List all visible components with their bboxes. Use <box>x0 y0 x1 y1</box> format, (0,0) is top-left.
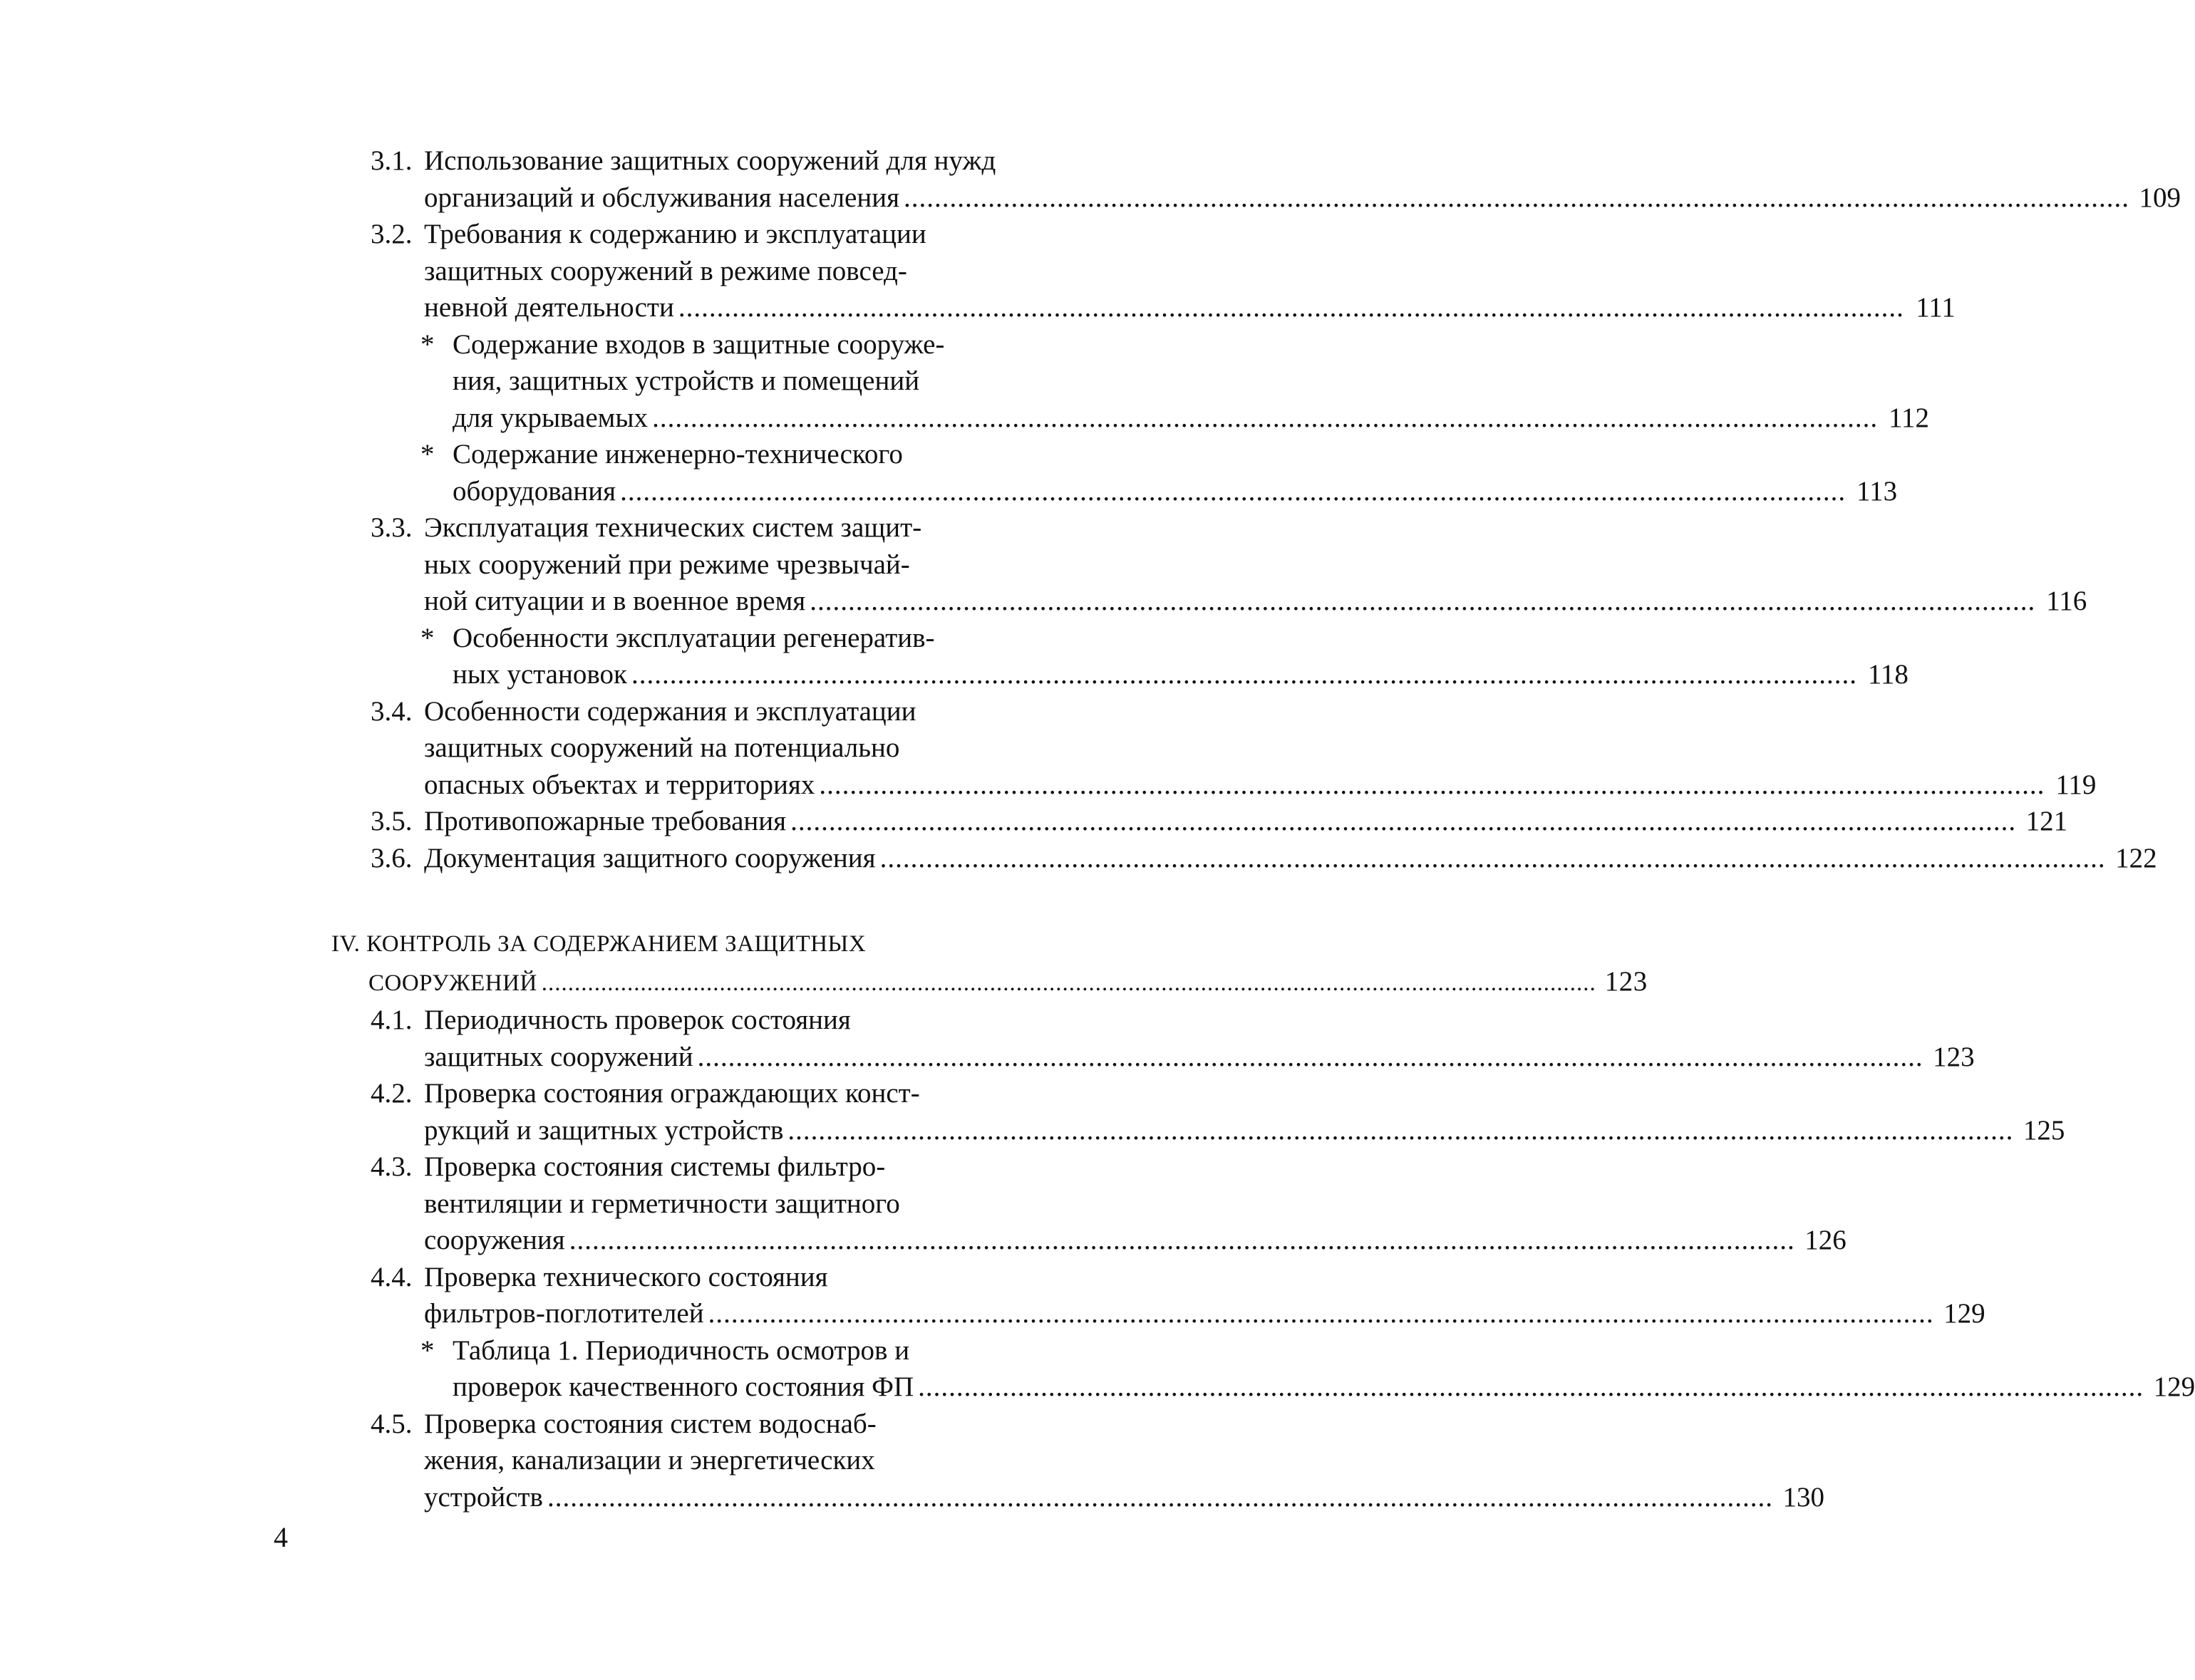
toc-entry-4-4 <box>371 1259 1985 1332</box>
entry-title: защитных сооружений в режиме повсед- <box>424 255 907 286</box>
page-number: 121 <box>2025 806 2068 836</box>
entry-title: сооружения <box>424 1225 565 1255</box>
entry-title: ных сооружений при режиме чрезвычай- <box>424 549 910 580</box>
dot-leader: ................................................................................................................................................................ <box>708 1298 1934 1329</box>
dot-leader: ................................................................................................................................................................ <box>652 402 1879 433</box>
entry-title: Содержание входов в защитные сооруже- <box>453 328 945 360</box>
page-number: 116 <box>2046 586 2087 616</box>
chapter-title: СООРУЖЕНИЙ <box>368 970 537 996</box>
page-number: 122 <box>2115 842 2157 873</box>
toc-subentry-3-2-b <box>371 436 1898 509</box>
entry-title: ных установок <box>453 659 627 690</box>
entry-title: Особенности эксплуатации регенератив- <box>453 622 935 653</box>
section-number: 3.4. <box>371 695 413 727</box>
entry-title: ния, защитных устройств и помещений <box>453 365 920 396</box>
toc-subentry-3-3-a <box>371 620 1909 693</box>
bullet-star-icon: * <box>420 328 435 360</box>
section-number: 4.2. <box>371 1078 413 1109</box>
section-number: 4.1. <box>371 1005 413 1035</box>
entry-title: Эксплуатация технических систем защит- <box>424 512 922 543</box>
table-of-contents <box>331 142 2195 1515</box>
page-number: 129 <box>2153 1372 2195 1402</box>
page-number: 109 <box>2139 182 2181 213</box>
dot-leader: ................................................................................................................................................................ <box>541 970 1596 996</box>
section-number: 3.6. <box>371 842 413 873</box>
entry-title: устройств <box>424 1481 543 1513</box>
toc-entry-4-2 <box>371 1075 2065 1148</box>
dot-leader: ................................................................................................................................................................ <box>678 292 1904 323</box>
page-number: 130 <box>1782 1481 1824 1513</box>
page-number: 119 <box>2055 769 2097 800</box>
section-number: 3.3. <box>371 512 413 543</box>
page-number: 113 <box>1856 475 1898 507</box>
entry-title: ной ситуации и в военное время <box>424 586 806 616</box>
section-number: 4.3. <box>371 1151 413 1182</box>
toc-entry-3-3 <box>371 509 2087 620</box>
entry-title: Проверка состояния системы фильтро- <box>424 1151 886 1182</box>
section-number: 3.1. <box>371 145 413 176</box>
toc-entry-3-1 <box>371 142 2181 216</box>
section-number: 4.4. <box>371 1261 413 1292</box>
entry-title: Документация защитного сооружения <box>424 842 876 873</box>
dot-leader: ................................................................................................................................................................ <box>879 842 2106 873</box>
toc-entry-3-5 <box>371 803 2068 840</box>
page-number: 112 <box>1889 402 1930 433</box>
page-number: 123 <box>1604 965 1648 997</box>
dot-leader: ................................................................................................................................................................ <box>819 769 2045 800</box>
entry-title: защитных сооружений на потенциально <box>424 732 900 763</box>
toc-entry-3-2 <box>371 216 1956 326</box>
entry-title: невной деятельности <box>424 292 674 323</box>
bullet-star-icon: * <box>420 622 435 653</box>
entry-title: защитных сооружений <box>424 1041 693 1072</box>
section-number: 4.5. <box>371 1408 413 1439</box>
entry-title: Периодичность проверок состояния <box>424 1005 851 1035</box>
entry-title: проверок качественного состояния ФП <box>453 1372 914 1402</box>
dot-leader: ................................................................................................................................................................ <box>787 1114 2014 1146</box>
entry-title: Требования к содержанию и эксплуатации <box>424 219 926 249</box>
entry-title: для укрываемых <box>453 402 649 433</box>
bullet-star-icon: * <box>420 439 435 470</box>
bullet-star-icon: * <box>420 1334 435 1366</box>
page-folio-number: 4 <box>274 1521 288 1553</box>
entry-title: фильтров-поглотителей <box>424 1298 704 1329</box>
dot-leader: ................................................................................................................................................................ <box>631 659 1857 690</box>
entry-title: Проверка состояния систем водоснаб- <box>424 1408 877 1439</box>
section-number: 3.5. <box>371 806 413 836</box>
dot-leader: ................................................................................................................................................................ <box>918 1372 2144 1402</box>
chapter-title: IV. КОНТРОЛЬ ЗА СОДЕРЖАНИЕМ ЗАЩИТНЫХ <box>331 931 867 957</box>
entry-title: организаций и обслуживания населения <box>424 182 900 213</box>
page-number: 129 <box>1943 1298 1985 1329</box>
entry-title: опасных объектах и территориях <box>424 769 815 800</box>
page-number: 111 <box>1916 292 1956 323</box>
toc-entry-4-5 <box>371 1406 1824 1516</box>
dot-leader: ................................................................................................................................................................ <box>810 586 2036 616</box>
toc-chapter-4 <box>331 926 1648 1002</box>
dot-leader: ................................................................................................................................................................ <box>904 182 2130 213</box>
entry-title: Проверка состояния ограждающих конст- <box>424 1078 920 1109</box>
entry-title: Противопожарные требования <box>424 806 787 836</box>
dot-leader: ................................................................................................................................................................ <box>620 475 1847 507</box>
dot-leader: ................................................................................................................................................................ <box>569 1225 1795 1255</box>
toc-entry-4-1 <box>371 1002 1975 1075</box>
entry-title: Таблица 1. Периодичность осмотров и <box>453 1334 910 1366</box>
page-number: 118 <box>1867 659 1909 690</box>
entry-title: Особенности содержания и эксплуатации <box>424 695 916 727</box>
toc-entry-3-6 <box>371 840 2157 877</box>
dot-leader: ................................................................................................................................................................ <box>697 1041 1923 1072</box>
toc-subentry-4-4-a <box>371 1332 2195 1406</box>
dot-leader: ................................................................................................................................................................ <box>547 1481 1773 1513</box>
entry-title: жения, канализации и энергетических <box>424 1445 875 1476</box>
entry-title: Содержание инженерно-технического <box>453 439 903 470</box>
entry-title: оборудования <box>453 475 616 507</box>
entry-title: вентиляции и герметичности защитного <box>424 1188 900 1219</box>
page-number: 125 <box>2023 1114 2065 1146</box>
entry-title: рукций и защитных устройств <box>424 1114 784 1146</box>
entry-title: Использование защитных сооружений для нужд <box>424 145 996 176</box>
toc-entry-3-4 <box>371 693 2097 804</box>
toc-subentry-3-2-a <box>371 326 1930 437</box>
entry-title: Проверка технического состояния <box>424 1261 828 1292</box>
page-number: 123 <box>1933 1041 1975 1072</box>
page-number: 126 <box>1804 1225 1847 1255</box>
section-number: 3.2. <box>371 219 413 249</box>
toc-entry-4-3 <box>371 1148 1847 1259</box>
dot-leader: ................................................................................................................................................................ <box>790 806 2017 836</box>
